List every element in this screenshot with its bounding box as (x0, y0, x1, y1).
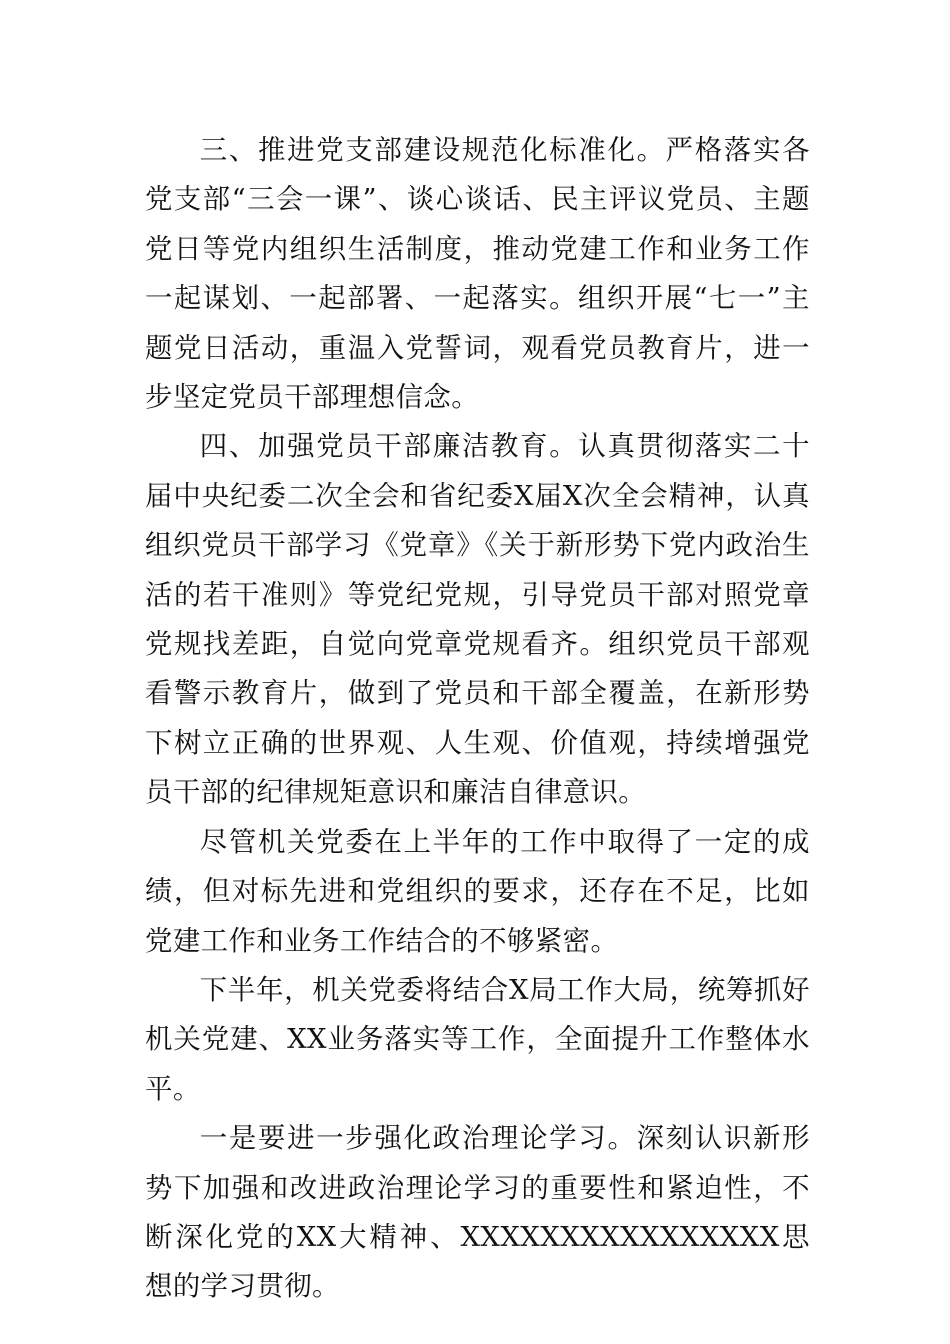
document-body (145, 126, 810, 1312)
paragraph-second-half-plan: 下半年，机关党委将结合X局工作大局，统筹抓好机关党建、XX业务落实等工作，全面提升工作整体水平。 (145, 974, 810, 1105)
paragraph-shortcomings: 尽管机关党委在上半年的工作中取得了一定的成绩，但对标先进和党组织的要求，还存在不足，比如党建工作和业务工作结合的不够紧密。 (145, 826, 810, 957)
paragraph-party-branch-standardization: 三、推进党支部建设规范化标准化。严格落实各党支部“三会一课”、谈心谈话、民主评议党员、主题党日等党内组织生活制度，推动党建工作和业务工作一起谋划、一起部署、一起落实。组织开展“七一”主题党日活动，重温入党誓词，观看党员教育片，进一步坚定党员干部理想信念。 (145, 135, 810, 414)
paragraph-political-theory-study: 一是要进一步强化政治理论学习。深刻认识新形势下加强和改进政治理论学习的重要性和紧迫性，不断深化党的XX大精神、XXXXXXXXXXXXXXXX思想的学习贯彻。 (145, 1123, 810, 1303)
paragraph-integrity-education: 四、加强党员干部廉洁教育。认真贯彻落实二十届中央纪委二次全会和省纪委X届X次全会精神，认真组织党员干部学习《党章》《关于新形势下党内政治生活的若干准则》等党纪党规，引导党员干部对照党章党规找差距，自觉向党章党规看齐。组织党员干部观看警示教育片，做到了党员和干部全覆盖，在新形势下树立正确的世界观、人生观、价值观，持续增强党员干部的纪律规矩意识和廉洁自律意识。 (145, 431, 810, 809)
